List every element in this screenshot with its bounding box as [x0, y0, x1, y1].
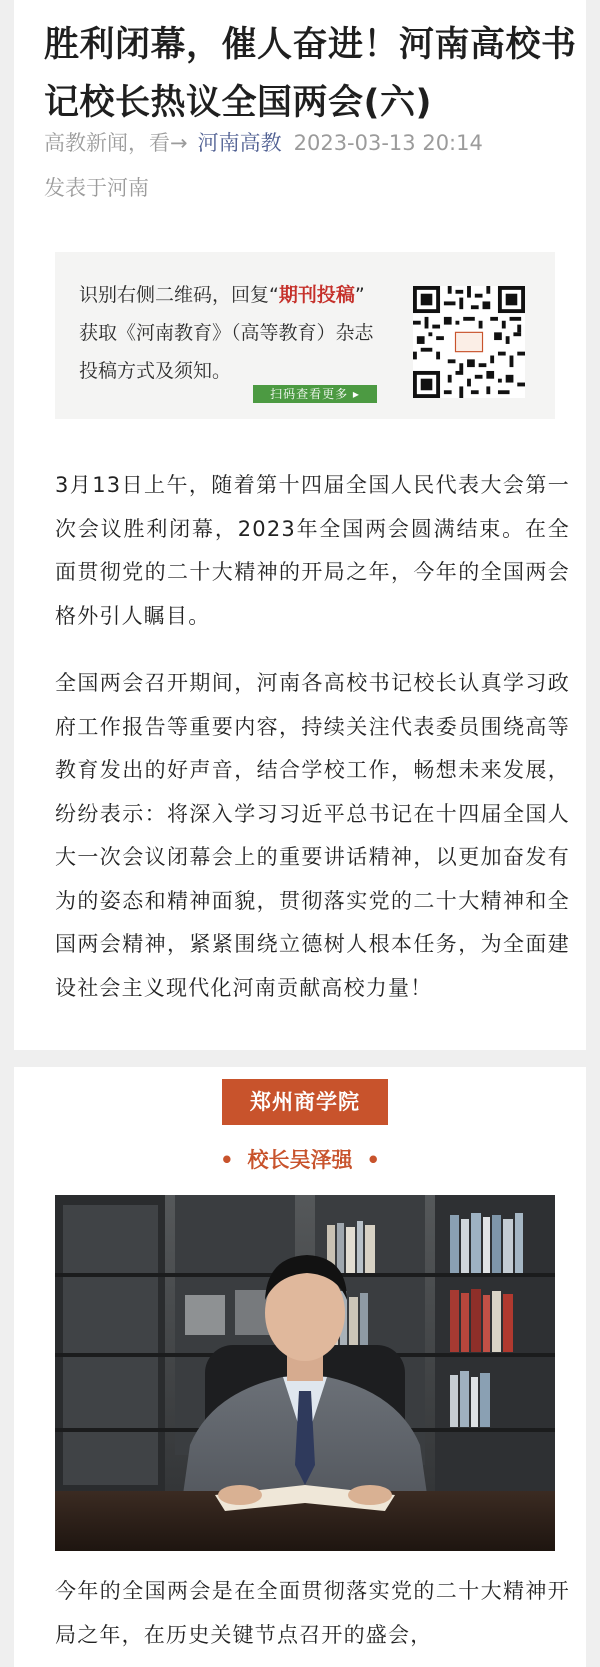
- article-title: 胜利闭幕，催人奋进！河南高校书记校长热议全国两会(六): [44, 25, 577, 123]
- qr-code-icon[interactable]: [413, 286, 525, 398]
- source-link[interactable]: 河南高教: [197, 131, 282, 155]
- school-section-card: [14, 1067, 586, 1667]
- banner-line2: 获取《河南教育》（高等教育）杂志: [79, 322, 374, 344]
- publish-time: 2023-03-13 20:14: [293, 131, 483, 155]
- article-meta: [44, 123, 584, 163]
- section-paragraph: 今年的全国两会是在全面贯彻落实党的二十大精神开局之年，在历史关键节点召开的盛会，: [55, 1579, 570, 1647]
- publish-location: 发表于河南: [44, 176, 149, 200]
- intro-paragraph-1: 3月13日上午，随着第十四届全国人民代表大会第一次会议胜利闭幕，2023年全国两会圆满结束。在全面贯彻党的二十大精神的开局之年，今年的全国两会格外引人瞩目。: [55, 473, 570, 628]
- banner-line3: 投稿方式及须知。: [79, 360, 232, 382]
- qr-code-graphic: [413, 286, 525, 398]
- role-dot-right: •: [366, 1148, 380, 1172]
- role-line: [14, 1145, 586, 1175]
- role-dot-left: •: [220, 1148, 234, 1172]
- banner-line1-pre: 识别右侧二维码，回复“: [79, 284, 279, 306]
- banner-text: [79, 276, 389, 390]
- scan-more-button[interactable]: 扫码查看更多 ▸: [253, 385, 377, 403]
- banner-highlight: 期刊投稿: [278, 284, 355, 306]
- school-name-tag: 郑州商学院: [222, 1079, 388, 1125]
- article-card: [14, 0, 586, 1050]
- role-title: 校长吴泽强: [247, 1148, 353, 1172]
- intro-paragraph-2: 全国两会召开期间，河南各高校书记校长认真学习政府工作报告等重要内容，持续关注代表委员围绕高等教育发出的好声音，结合学校工作，畅想未来发展，纷纷表示：将深入学习习近平总书记在十四届全国人大一次会议闭幕会上的重要讲话精神，以更加奋发有为的姿态和精神面貌，贯彻落实党的二十大精神和全国两会精神，紧紧围绕立德树人根本任务，为全面建设社会主义现代化河南贡献高校力量！: [55, 671, 570, 1000]
- submission-banner[interactable]: [55, 252, 555, 419]
- banner-line1-post: ”: [354, 284, 365, 306]
- author-label[interactable]: 高教新闻，看→: [44, 131, 188, 155]
- portrait-illustration: [55, 1195, 555, 1551]
- portrait-photo[interactable]: [55, 1195, 555, 1551]
